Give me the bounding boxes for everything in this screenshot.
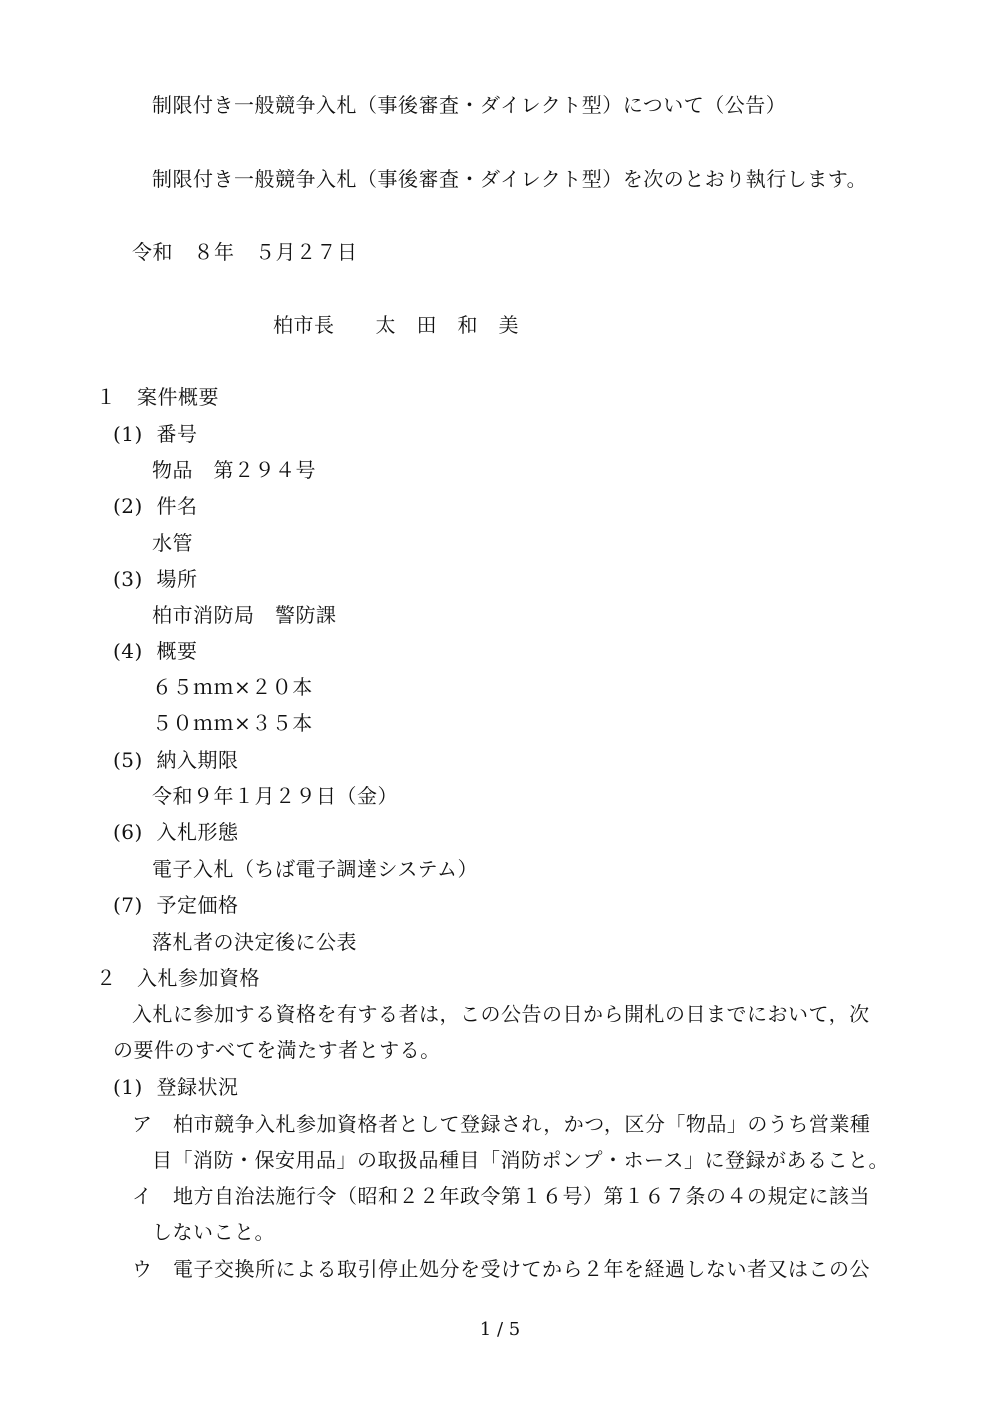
paragraph-text: 入札に参加する資格を有する者は，この公告の日から開札の日までにおいて，次 xyxy=(132,1002,870,1026)
page-number: 1 / 5 xyxy=(479,1319,521,1340)
requirement-text: ア 柏市競争入札参加資格者として登録され，かつ，区分「物品」のうち営業種 xyxy=(132,1112,871,1136)
paragraph-text: の要件のすべてを満たす者とする。 xyxy=(113,1038,441,1062)
item-value: 水管 xyxy=(152,531,193,555)
item-label: (3) 場所 xyxy=(113,567,198,591)
item-label: (1) 番号 xyxy=(113,422,198,446)
item-value: 柏市消防局 警防課 xyxy=(152,603,337,627)
requirement-text: 目「消防・保安用品」の取扱品種目「消防ポンプ・ホース」に登録があること。 xyxy=(152,1148,889,1172)
item-value: 落札者の決定後に公表 xyxy=(152,930,357,954)
publication-date: 令和 ８年 ５月２７日 xyxy=(132,240,358,264)
item-value: ６５ｍｍ×２０本 xyxy=(152,675,313,699)
item-label: (4) 概要 xyxy=(113,639,198,663)
requirement-text: イ 地方自治法施行令（昭和２２年政令第１６号）第１６７条の４の規定に該当 xyxy=(132,1184,870,1208)
intro-text: 制限付き一般競争入札（事後審査・ダイレクト型）を次のとおり執行します。 xyxy=(152,167,868,191)
item-label: (1) 登録状況 xyxy=(113,1075,239,1099)
section-heading: ２ 入札参加資格 xyxy=(96,966,260,990)
item-label: (5) 納入期限 xyxy=(113,748,239,772)
item-value: 令和９年１月２９日（金） xyxy=(152,784,398,808)
issuer-signature: 柏市長 太 田 和 美 xyxy=(273,313,519,337)
item-label: (7) 予定価格 xyxy=(113,893,239,917)
item-label: (2) 件名 xyxy=(113,494,198,518)
requirement-text: しないこと。 xyxy=(152,1220,275,1244)
item-value: ５０ｍｍ×３５本 xyxy=(152,711,313,735)
item-value: 電子入札（ちば電子調達システム） xyxy=(152,857,478,881)
section-heading: １ 案件概要 xyxy=(96,385,219,409)
document-title: 制限付き一般競争入札（事後審査・ダイレクト型）について（公告） xyxy=(152,93,787,117)
item-label: (6) 入札形態 xyxy=(113,820,239,844)
requirement-text: ウ 電子交換所による取引停止処分を受けてから２年を経過しない者又はこの公 xyxy=(132,1257,870,1281)
item-value: 物品 第２９４号 xyxy=(152,458,316,482)
